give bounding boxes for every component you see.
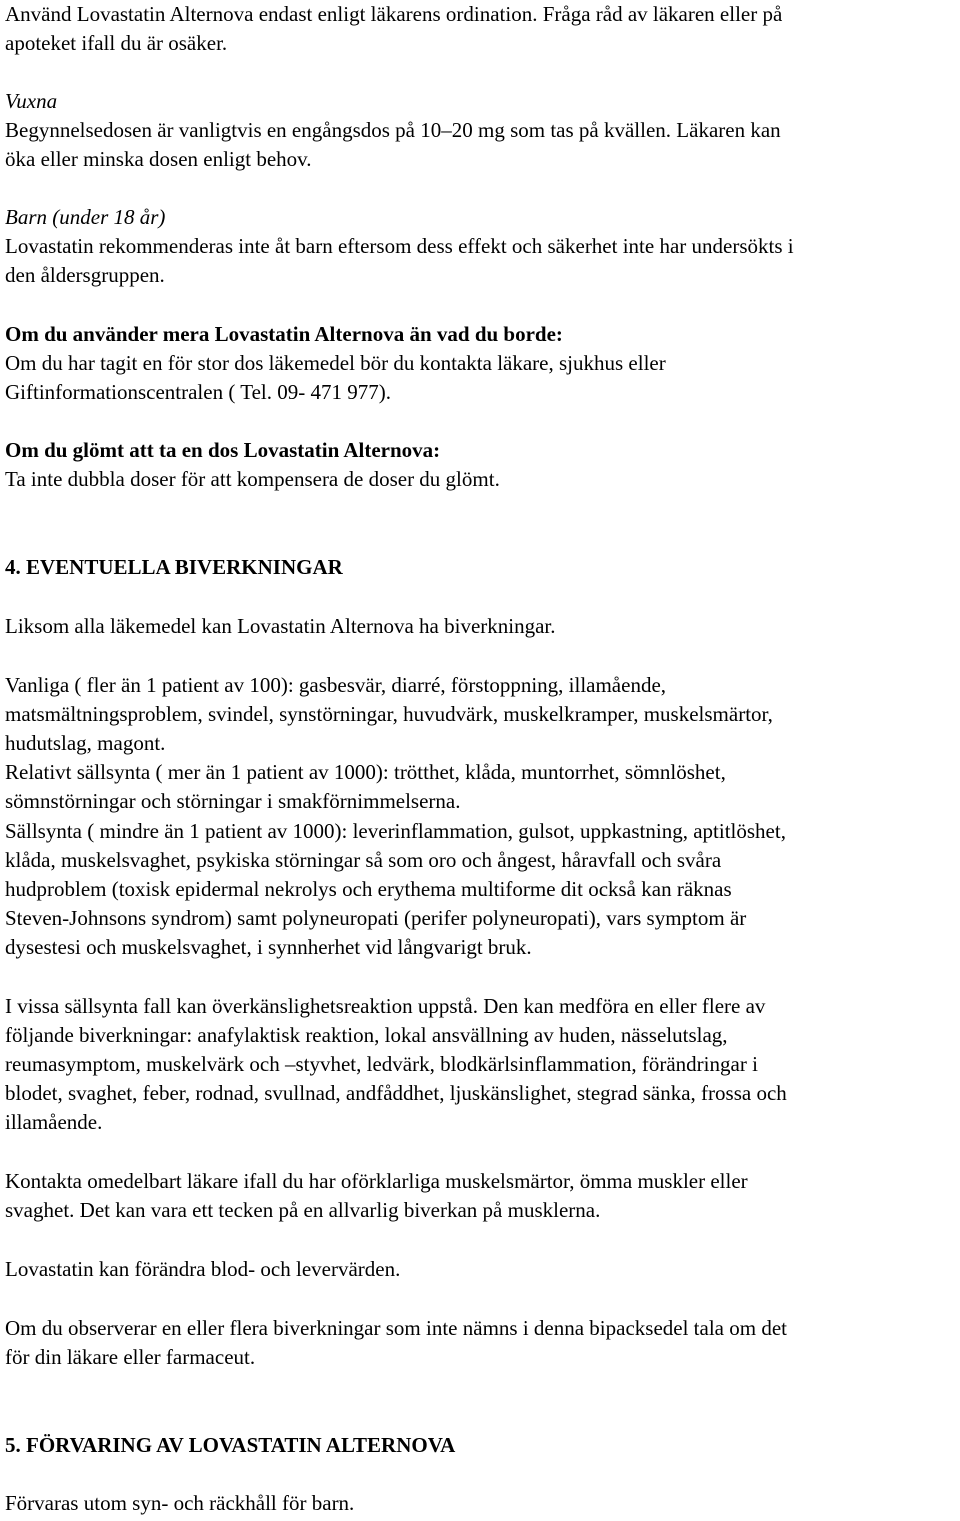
side-effects-intro: Liksom alla läkemedel kan Lovastatin Alternova ha biverkningar. [5,614,556,638]
storage-line-1: Förvaras utom syn- och räckhåll för barn. [5,1491,355,1515]
hypersensitivity-line-4: blodet, svaghet, feber, rodnad, svullnad, andfåddhet, ljuskänslighet, stegrad sänka, frossa och [5,1081,787,1105]
children-heading: Barn (under 18 år) [5,205,166,229]
contact-line-2: svaghet. Det kan vara ett tecken på en allvarlig biverkan på musklerna. [5,1198,601,1222]
missed-heading: Om du glömt att ta en dos Lovastatin Alternova: [5,438,441,462]
rare-line-5: dysestesi och muskelsvaghet, i synnherhet vid långvarigt bruk. [5,935,532,959]
adults-line-2: öka eller minska dosen enligt behov. [5,147,312,171]
common-line-2: matsmältningsproblem, svindel, synstörningar, huvudvärk, muskelkramper, muskelsmärtor, [5,702,773,726]
children-line-2: den åldersgruppen. [5,263,165,287]
overdose-line-1: Om du har tagit en för stor dos läkemedel bör du kontakta läkare, sjukhus eller [5,351,666,375]
storage-heading: 5. FÖRVARING AV LOVASTATIN ALTERNOVA [5,1433,456,1457]
rare-line-3: hudproblem (toxisk epidermal nekrolys och erythema multiforme dit också kan räknas [5,877,732,901]
rare-relative-line-2: sömnstörningar och störningar i smakförnimmelserna. [5,789,461,813]
side-effects-heading: 4. EVENTUELLA BIVERKNINGAR [5,555,343,579]
usage-line-1: Använd Lovastatin Alternova endast enligt läkarens ordination. Fråga råd av läkaren eller på [5,2,783,26]
rare-line-2: klåda, muskelsvaghet, psykiska störningar så som oro och ångest, håravfall och svåra [5,848,722,872]
adults-line-1: Begynnelsedosen är vanligtvis en engångsdos på 10–20 mg som tas på kvällen. Läkaren kan [5,118,781,142]
rare-line-4: Steven-Johnsons syndrom) samt polyneuropati (perifer polyneuropati), vars symptom är [5,906,747,930]
observe-line-2: för din läkare eller farmaceut. [5,1345,256,1369]
rare-relative-line-1: Relativt sällsynta ( mer än 1 patient av 1000): trötthet, klåda, muntorrhet, sömnlöshet, [5,760,726,784]
overdose-line-2: Giftinformationscentralen ( Tel. 09- 471 977). [5,380,391,404]
blood-values-line: Lovastatin kan förändra blod- och levervärden. [5,1257,401,1281]
hypersensitivity-line-5: illamående. [5,1110,103,1134]
rare-line-1: Sällsynta ( mindre än 1 patient av 1000): leverinflammation, gulsot, uppkastning, aptitlöshet, [5,819,786,843]
common-line-1: Vanliga ( fler än 1 patient av 100): gasbesvär, diarré, förstoppning, illamående, [5,673,667,697]
contact-line-1: Kontakta omedelbart läkare ifall du har oförklarliga muskelsmärtor, ömma muskler eller [5,1169,748,1193]
observe-line-1: Om du observerar en eller flera biverkningar som inte nämns i denna bipacksedel tala om det [5,1316,787,1340]
children-line-1: Lovastatin rekommenderas inte åt barn eftersom dess effekt och säkerhet inte har undersökts i [5,234,794,258]
adults-heading: Vuxna [5,89,58,113]
common-line-3: hudutslag, magont. [5,731,166,755]
hypersensitivity-line-3: reumasymptom, muskelvärk och –styvhet, ledvärk, blodkärlsinflammation, förändringar i [5,1052,758,1076]
hypersensitivity-line-2: följande biverkningar: anafylaktisk reaktion, lokal ansvällning av huden, nässelutslag, [5,1023,728,1047]
overdose-heading: Om du använder mera Lovastatin Alternova än vad du borde: [5,322,563,346]
missed-line-1: Ta inte dubbla doser för att kompensera de doser du glömt. [5,467,500,491]
hypersensitivity-line-1: I vissa sällsynta fall kan överkänslighetsreaktion uppstå. Den kan medföra en eller flere av [5,994,766,1018]
usage-line-2: apoteket ifall du är osäker. [5,31,228,55]
